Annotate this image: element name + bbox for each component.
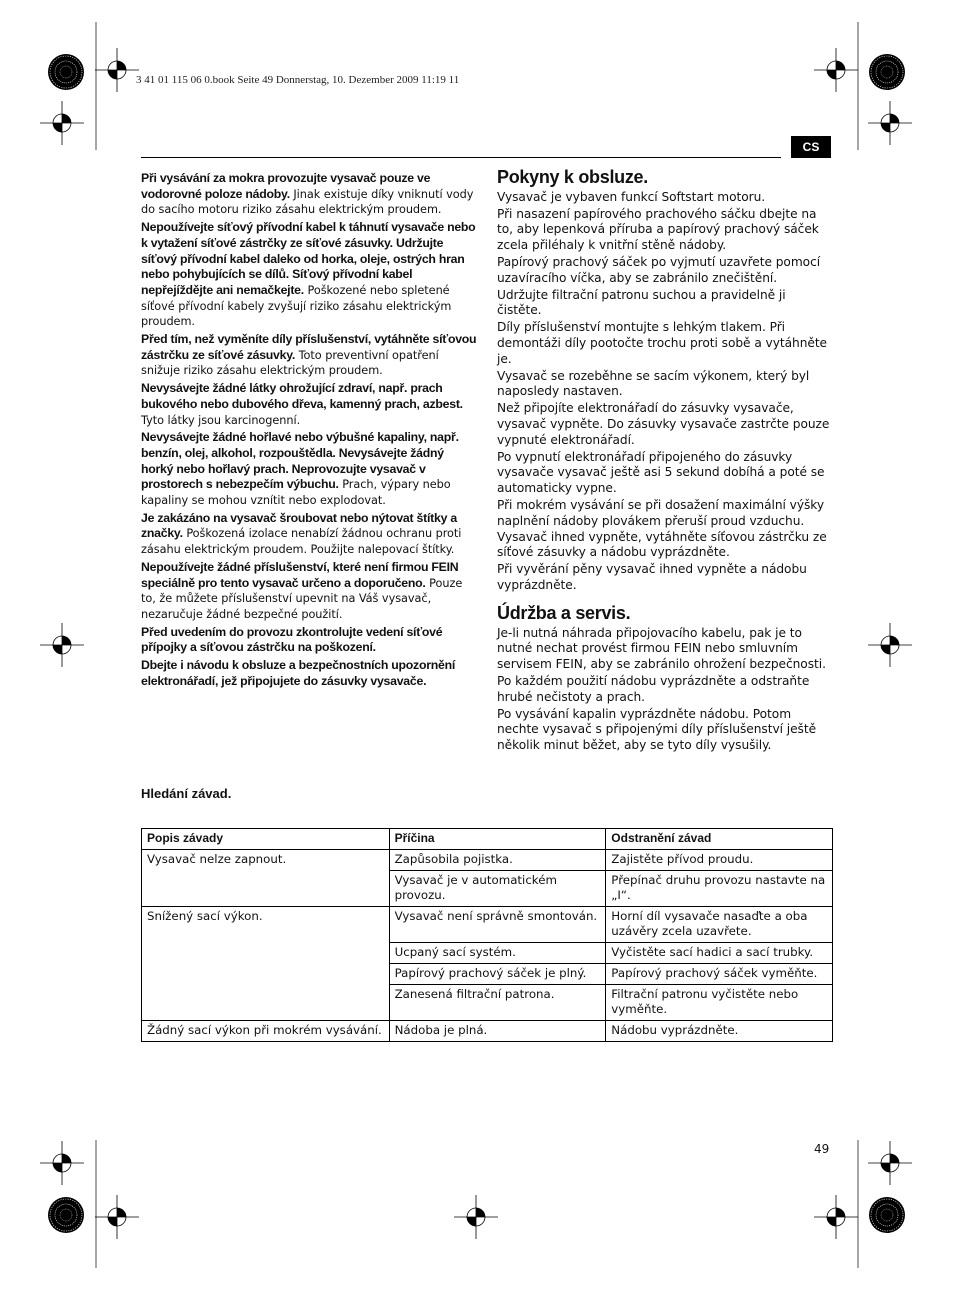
fault-cell: Žádný sací výkon při mokrém vysávání. [142,1021,390,1042]
top-left-cross-2 [40,101,84,145]
safety-paragraph: Nevysávejte žádné hořlavé nebo výbušné kapaliny, např. benzín, olej, alkohol, rozpouštědla. Nevysávejte žádný horký nebo hořlavý prach. Neprovozujte vysavač v prostorech s nebezpečím výbuchu. Prach, výpary nebo kapaliny se mohou vznítit nebo explodovat. [141,430,459,508]
mid-left-cross [40,623,84,667]
operation-paragraph: Vysavač je vybaven funkcí Softstart motoru. [497,189,766,204]
troubleshooting-table [141,828,833,1042]
top-right-cross-2 [868,101,912,145]
operation-paragraph: Při vyvěrání pěny vysavač ihned vypněte a nádobu vyprázdněte. [497,562,807,592]
maintenance-paragraph: Po každém použití nádobu vyprázdněte a odstraňte hrubé nečistoty a prach. [497,673,810,704]
operation-paragraph: Po vypnutí elektronářadí připojeného do zásuvky vysavače vysavač ještě asi 5 sekund dobíhá a poté se automaticky vypne. [497,449,825,496]
remedy-cell: Nádobu vyprázdněte. [606,1021,833,1042]
remedy-cell: Papírový prachový sáček vyměňte. [606,964,833,985]
operation-heading: Pokyny k obsluze. [497,167,648,187]
cause-cell: Vysavač je v automatickém provozu. [389,871,606,907]
bottom-right-cross [868,1141,912,1185]
operation-paragraph: Než připojíte elektronářadí do zásuvky vysavače, vysavač vypněte. Do zásuvky vysavače zastrčte pouze vypnuté elektronářadí. [497,401,830,447]
safety-paragraph: Nepoužívejte žádné příslušenství, které není firmou FEIN speciálně pro tento vysavač určeno a doporučeno. Pouze to, že můžete příslušenství upevnit na Váš vysavač, nezaručuje žádné bezpečné použití. [141,559,463,621]
column-header-cause: Příčina [389,829,606,850]
safety-paragraph: Před uvedením do provozu zkontrolujte vedení síťové přípojky a síťovou zástrčku na poškození. [141,624,443,655]
remedy-cell: Vyčistěte sací hadici a sací trubky. [606,943,833,964]
top-left-cross [95,48,139,92]
operation-paragraph: Udržujte filtrační patronu suchou a pravidelně ji čistěte. [497,287,786,318]
fault-cell: Snížený sací výkon. [142,907,390,1021]
remedy-cell: Zajistěte přívod proudu. [606,850,833,871]
safety-paragraph: Při vysávání za mokra provozujte vysavač pouze ve vodorovné poloze nádoby. Jinak existuje díky vniknutí vody do sacího motoru riziko zásahu elektrickým proudem. [141,171,474,217]
table-row [142,1021,833,1042]
header-rule [141,157,781,158]
operation-paragraph: Papírový prachový sáček po vyjmutí uzavřete pomocí uzavíracího víčka, aby se zabránilo znečištění. [497,254,821,285]
top-left-star [48,54,84,90]
cause-cell: Vysavač není správně smontován. [389,907,606,943]
cause-cell: Zapůsobila pojistka. [389,850,606,871]
bottom-right-cross-2 [814,1195,858,1239]
file-info-header: 3 41 01 115 06 0.book Seite 49 Donnerstag, 10. Dezember 2009 11:19 11 [136,74,460,86]
page-number: 49 [814,1142,830,1156]
maintenance-paragraph: Je-li nutná náhrada připojovacího kabelu, pak je to nutné nechat provést firmou FEIN nebo smluvním servisem FEIN, aby se zabránilo ohrožení bezpečnosti. [497,625,826,672]
troubleshooting-heading: Hledání závad. [141,786,232,801]
operation-paragraph: Při mokrém vysávání se při dosažení maximální výšky naplnění nádoby plovákem přeruší proud vzduchu. Vysavač ihned vypněte, vytáhněte síťovou zástrčku ze síťové zásuvky a nádobu vyprázdněte. [497,497,827,560]
operation-paragraph: Díly příslušenství montujte s lehkým tlakem. Při demontáži díly pootočte trochu proti sobě a vytáhněte je. [497,320,828,366]
top-right-cross [814,48,858,92]
table-row [142,907,833,943]
top-right-star [869,54,905,90]
cause-cell: Nádoba je plná. [389,1021,606,1042]
bottom-left-cross-2 [95,1195,139,1239]
operation-paragraph: Vysavač se rozeběhne se sacím výkonem, který byl naposledy nastaven. [497,368,810,399]
cause-cell: Zanesená filtrační patrona. [389,985,606,1021]
safety-paragraph: Nevysávejte žádné látky ohrožující zdraví, např. prach bukového nebo dubového dřeva, kamenný prach, azbest. Tyto látky jsou karcinogenní. [141,381,463,427]
maintenance-heading: Údržba a servis. [497,602,631,623]
fault-cell: Vysavač nelze zapnout. [142,850,390,907]
operation-paragraph: Při nasazení papírového prachového sáčku dbejte na to, aby lepenková příruba a papírový prachový sáček zcela přiléhaly k vnitřní stěně nádoby. [497,206,819,253]
table-row [142,850,833,871]
maintenance-paragraph: Po vysávání kapalin vyprázdněte nádobu. Potom nechte vysavač s připojenými díly příslušenství ještě několik minut běžet, aby se tyto díly vysušily. [497,706,817,753]
table-header-row [142,829,833,850]
language-badge: CS [791,136,831,158]
safety-instructions-column [141,171,477,692]
safety-paragraph: Dbejte i návodu k obsluze a bezpečnostních upozornění elektronářadí, jež připojujete do zásuvky vysavače. [141,658,456,688]
column-header-fault: Popis závady [142,829,390,850]
cause-cell: Papírový prachový sáček je plný. [389,964,606,985]
bottom-mid-cross [454,1195,498,1239]
safety-paragraph: Před tím, než vyměníte díly příslušenství, vytáhněte síťovou zástrčku ze síťové zásuvky. Toto preventivní opatření snižuje riziko zásahu elektrickým proudem. [141,332,477,378]
bottom-right-star [869,1197,905,1233]
safety-paragraph: Je zakázáno na vysavač šroubovat nebo nýtovat štítky a značky. Poškozená izolace nenabízí žádnou ochranu proti zásahu elektrickým proudem. Použijte nalepovací štítky. [141,510,462,557]
column-header-remedy: Odstranění závad [606,829,833,850]
remedy-cell: Filtrační patronu vyčistěte nebo vyměňte. [606,985,833,1021]
cause-cell: Ucpaný sací systém. [389,943,606,964]
bottom-left-star [48,1197,84,1233]
remedy-cell: Přepínač druhu provozu nastavte na „I“. [606,871,833,907]
mid-right-cross [868,623,912,667]
operation-maintenance-column [497,167,833,755]
bottom-left-cross [40,1141,84,1185]
safety-paragraph: Nepoužívejte síťový přívodní kabel k táhnutí vysavače nebo k vytažení síťové zástrčky ze síťové zásuvky. Udržujte síťový přívodní kabel daleko od horka, oleje, ostrých hran nebo pohybujících se dílů. Síťový přívodní kabel nepřejíždějte ani nemačkejte. Poškozené nebo spletené síťové přívodní kabely zvyšují riziko zásahu elektrickým proudem. [141,220,476,329]
remedy-cell: Horní díl vysavače nasaďte a oba uzávěry zcela uzavřete. [606,907,833,943]
